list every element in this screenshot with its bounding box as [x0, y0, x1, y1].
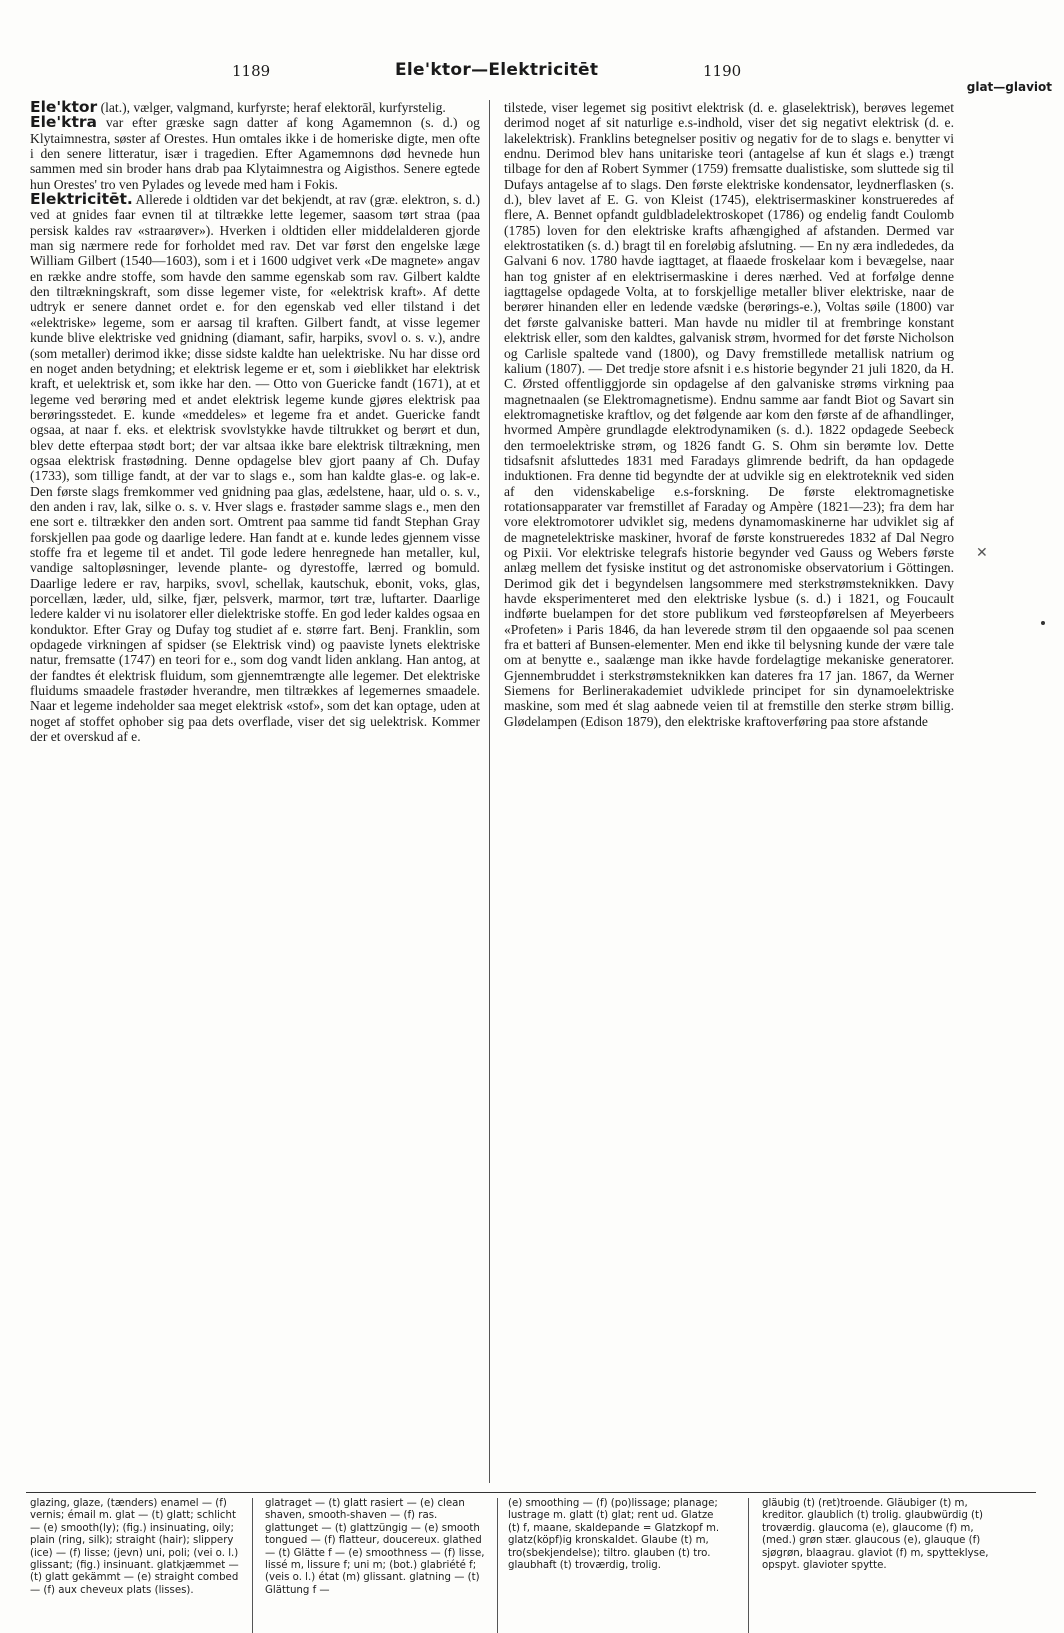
running-title: Ele'ktor—Elektricitēt: [395, 60, 599, 80]
page-number-left: 1189: [232, 62, 271, 80]
glossary-divider: [252, 1498, 253, 1633]
glossary-column-3: (e) smoothing — (f) (po)lissage; planage; lustrage m. glatt (t) glat; rent ud. Glatze (t) f, maane, skaldepande = Glatzkopf m. glatz(köpf)ig kronskaldet. Glaube (t) m, tro(sbekjendelse); tiltro. glauben (t) tro. glaubhaft (t) troværdig, trolig.: [508, 1498, 720, 1572]
glossary-column-4: gläubig (t) (ret)troende. Gläubiger (t) m, kreditor. glaublich (t) trolig. glaubwürdig (t) troværdig. glaucoma (e), glaucome (f) m, (med.) grøn stær. glaucous (e), glauque (f) sjøgrøn, blaagrau. glaviot (f) m, spytteklyse, opspyt. glavioter spytte.: [762, 1498, 989, 1572]
entry-elektra: [30, 115, 480, 192]
headword-elektor: Ele'ktor: [30, 100, 98, 116]
page-number-right: 1190: [703, 62, 742, 80]
glossary-header: glat—glaviot: [966, 80, 1052, 94]
glossary-column-1: glazing, glaze, (tænders) enamel — (f) vernis; émail m. glat — (t) glatt; schlicht — (e) smooth(ly); (fig.) insinuating, oily; plain (ring, silk); straight (hair); slippery (ice) — (f) lisse; (jevn) uni, poli; (vei o. l.) glissant; (fig.) insinuant. glatkjæmmet — (t) glatt gekämmt — (e) straight combed — (f) aux cheveux plats (lisses).: [30, 1498, 239, 1596]
margin-cross-mark: ✕: [976, 545, 988, 561]
entry-elektor-body: (lat.), vælger, valgmand, kurfyrste; heraf elektorāl, kurfyrstelig.: [100, 100, 446, 115]
entry-elektricitet: [30, 192, 480, 744]
glossary-divider: [497, 1498, 498, 1633]
headword-elektra: Ele'ktra: [30, 113, 97, 132]
headword-elektricitet: Elektricitēt.: [30, 190, 133, 209]
entry-elektra-body: var efter græske sagn datter af kong Agamemnon (s. d.) og Klytaimnestra, søster af Orestes. Hun omtales ikke i de homeriske digte, men ofte i den senere litteratur, især i tragedien. Efter Agamemnons død hevnede hun sammen med sin broder hans drab paa Klytaimnestra og Aigisthos. Senere egtede hun Orestes' tro ven Pylades og levede med ham i Fokis.: [30, 115, 480, 192]
page-header: [0, 62, 1064, 86]
entry-elektor: [30, 100, 480, 115]
column-divider: [489, 100, 490, 1483]
margin-dot: [1041, 621, 1045, 625]
right-column: [504, 100, 954, 1480]
entry-elektricitet-continued: tilstede, viser legemet sig positivt elektrisk (d. e. glaselektrisk), berøves legemet derimod noget af sit naturlige e.s-indhold, viser det sig negativt elektrisk (d. e. lakelektrisk). Franklins betegnelser positiv og negativ for de to slags e. benytter vi endnu. Derimod blev hans unitariske teori (antagelse af kun ét slags e.) trængt tilbage for den af Robert Symmer (1759) fremsatte dualistiske, som sluttede sig til Dufays antagelse af to slags. Den første elektriske kondensator, leydnerflasken (s. d.), blev lavet af E. G. von Kleist (1745), elektrisermaskiner konstrueredes af flere, A. Bennet opfandt guldbladelektroskopet (1786) og endelig fandt Coulomb (1785) loven for den elektriske krafts afhængighed af afstanden. Dermed var elektrostatiken (s. d.) bragt til en foreløbig afslutning. — En ny æra indlededes, da Galvani 6 nov. 1780 havde iagttaget, at flaaede froskelaar kom i bevægelse, naar han tog gnister af en elektrisermaskine i deres nærhed. Ved at forfølge denne iagttagelse opdagede Volta, at to forskjellige metaller bliver elektriske, naar de berører hinanden eller en ledende vædske (berørings-e.), Voltas søile (1800) var det første galvaniske batteri. Man havde nu midler til at frembringe konstant elektrisk eller, som den kaldtes, galvanisk strøm, hvormed for det første Nicholson og Carlisle spaltede vand (1800), og Davy fremstillede metallisk natrium og kalium (1807). — Det tredje store afsnit i e.s historie begynder 21 juli 1820, da H. C. Ørsted offentliggjorde sin opdagelse af den galvaniske strøms virkning paa magnetnaalen (se Elektromagnetisme). Endnu samme aar fandt Biot og Savart sin elektromagnetiske kraftlov, og det følgende aar kom den første af de afhandlinger, hvormed Ampère grundlagde elektrodynamiken (s. d.). 1822 opdagede Seebeck den termoelektriske strøm, og 1826 fandt G. S. Ohm sin berømte lov. Dette tidsafsnit afsluttedes 1831 med Faradays glimrende bedrift, da han opdagede induktionen. Fra denne tid begyndte der at udvikle sig en elektroteknik ved siden af den videnskabelige e.s-forskning. De første elektromagnetiske rotationsapparater var fremstillet af Faraday og Ampère (1821—23); fra dem har vore elektromotorer udviklet sig, medens dynamomaskinerne har udviklet sig af de magnetelektriske maskiner, hvoraf de første konstrueredes 1832 af Dal Negro og Pixii. Vor elektriske telegrafs historie begynder ved Gauss og Webers første anlæg mellem det fysiske institut og det astronomiske observatorium i Göttingen. Derimod gik det i begyndelsen langsommere med sterkstrømsteknikken. Davy havde eksperimenteret med den elektriske lysbue (s. d.) i 1821, og Foucault indførte buelampen for det store publikum ved førsteopførelsen af Meyerbeers «Profeten» i Paris 1846, da han leverede strøm til den opgaaende sol paa scenen fra et batteri af Bunsen-elementer. Men end ikke til belysning kunde der være tale om at benytte e., saalænge man ikke havde fordelagtige mekaniske generatorer. Gjennembruddet i sterkstrømsteknikken kan dateres fra 17 jan. 1867, da Werner Siemens for Berlinerakademiet udviklede principet for sin dynamoelektriske maskine, som med ét slag aabnede veien til at fremstille den sterke strøm billig. Glødelampen (Edison 1879), den elektriske kraftoverføring paa store afstande: [504, 100, 954, 729]
footer-rule: [26, 1492, 1036, 1493]
glossary-column-2: glatraget — (t) glatt rasiert — (e) clean shaven, smooth-shaven — (f) ras. glattunget — (t) glattzüngig — (e) smooth tongued — (f) flatteur, doucereux. glathed — (t) Glätte f — (e) smoothness — (f) lisse, lissé m, lissure f; uni m; (bot.) glabriété f; (veis o. l.) état (m) glissant. glatning — (t) Glättung f —: [265, 1498, 485, 1596]
glossary-divider: [748, 1498, 749, 1633]
left-column: [30, 100, 480, 1480]
entry-elektricitet-body-left: Allerede i oldtiden var det bekjendt, at rav (græ. elektron, s. d.) ved at gnides faar evnen til at tiltrække lette legemer, saasom tørt straa (paa persisk kaldes rav «straarøver»). Hverken i oldtiden eller middelalderen gjorde man sig nærmere rede for forholdet med rav. Det var først den engelske læge William Gilbert (1540—1603), som i et i 1600 udgivet verk «De magnete» angav en række andre stoffe, som havde den samme egenskab som rav. Gilbert kaldte den tiltrækningskraft, som disse legemer viste, for «elektrisk kraft». Af dette udtryk er senere dannet ordet e. for den egenskab ved eller tilstand i det «elektriske» legeme, som er aarsag til kraften. Gilbert fandt, at visse legemer kunde blive elektriske ved gnidning (diamant, safir, harpiks, svovl o. s. v.), andre (som metaller) derimod ikke; disse sidste kaldte han uelektriske. Nu har disse ord en noget anden betydning; et elektrisk legeme er et, som i øieblikket har elektrisk kraft, et uelektrisk et, som ikke har den. — Otto von Guericke fandt (1671), at et legeme ved berøring med et andet elektrisk legeme kunde gjøres elektrisk paa berøringsstedet. E. kunde «meddeles» et legeme fra et andet. Guericke fandt ogsaa, at naar f. eks. et elektrisk svovlstykke havde tiltrukket og berørt et dun, blev dette efterpaa stødt bort; der var altsaa ikke bare elektrisk tiltrækning, men ogsaa elektrisk frastødning. Denne opdagelse blev gjort paany af Ch. Dufay (1733), som tillige fandt, at der var to slags e., som han kaldte glas-e. og lak-e. Den første slags fremkommer ved gnidning paa glas, ædelstene, haar, uld o. s. v., den anden i rav, lak, silke o. s. v. Hver slags e. frastøder samme slags e., men den ene sort e. tiltrækker den anden sort. Omtrent paa samme tid fandt Stephan Gray forskjellen paa gode og daarlige ledere. Han fandt at e. kunde ledes gjennem visse stoffe fra et legeme til et andet. Til gode ledere henregnede han metaller, kul, vandige saltopløsninger, levende plante- og dyrestoffe, lærred og bomuld. Daarlige ledere er rav, harpiks, svovl, schellak, kautschuk, ebonit, voks, glas, porcellæn, læder, uld, silke, fjær, pelsverk, marmor, tørt træ, luftarter. Daarlige ledere kalder vi nu isolatorer eller dielektriske stoffe. En god leder kaldes ogsaa en konduktor. Efter Gray og Dufay tog studiet af e. større fart. Benj. Franklin, som opdagede virkningen af spidser (se Elektrisk vind) og paaviste lynets elektriske natur, fremsatte (1747) en teori for e., som dog vandt liden anklang. Han antog, at der fandtes ét elektrisk fluidum, som gjennemtrængte alle legemer. Det elektriske fluidums smaadele frastøder hverandre, men tiltrækkes af legemernes smaadele. Naar et legeme indeholder saa meget elektrisk «stof», som det kan optage, uden at noget af stoffet ophober sig paa dets overflade, viser det sig uelektrisk. Kommer der et overskud af e.: [30, 192, 480, 745]
